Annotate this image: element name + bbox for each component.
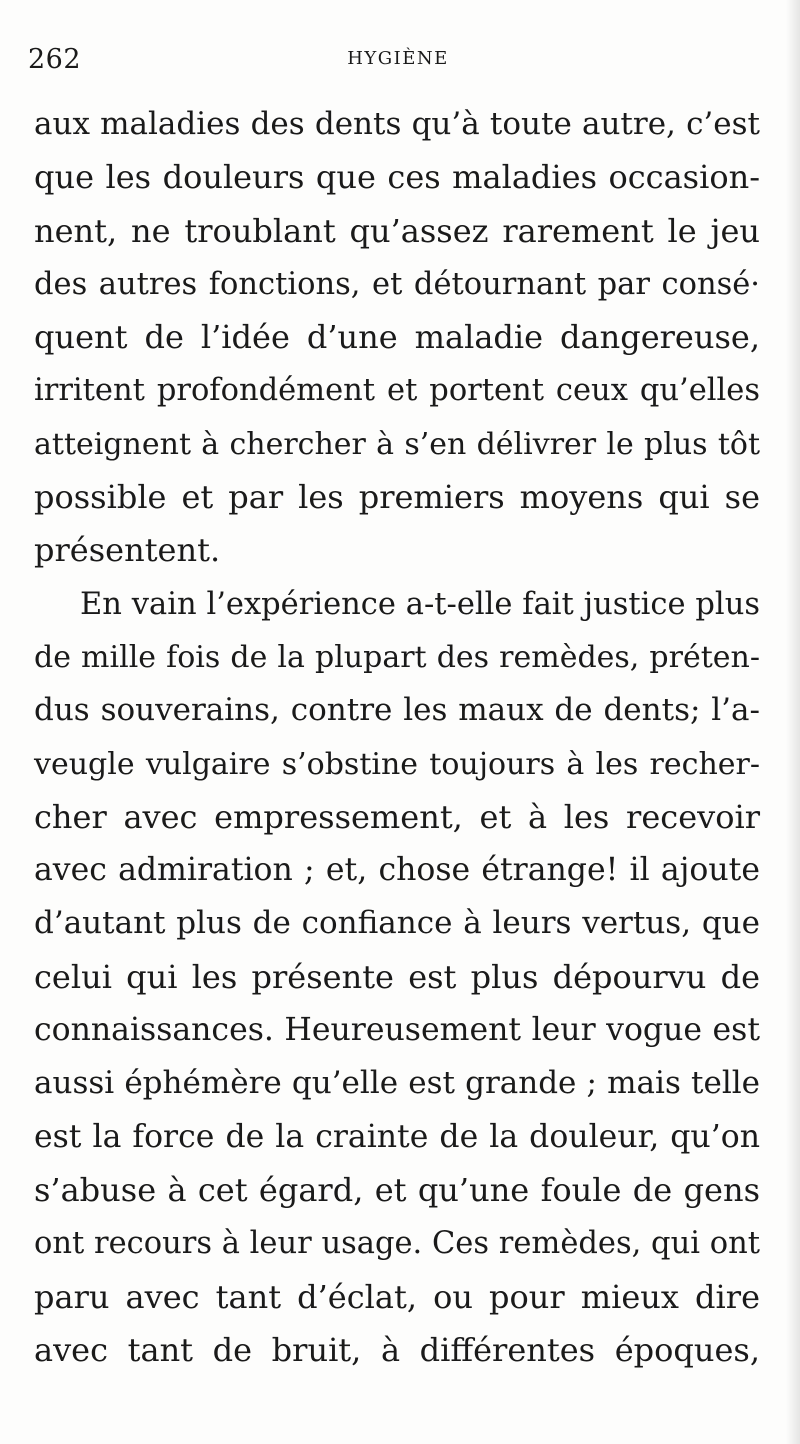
text-line: irritent profondément et portent ceux qu’elles [34, 373, 760, 409]
text-line: d’autant plus de confiance à leurs vertus, que [34, 905, 760, 942]
paragraph-end-line: présentent. [34, 531, 221, 570]
body-text [34, 98, 760, 1377]
text-line: aussi éphémère qu’elle est grande ; mais telle [34, 1065, 760, 1102]
page-edge-shadow [786, 0, 800, 1444]
text-line: ont recours à leur usage. Ces remèdes, qui ont [34, 1226, 760, 1262]
text-line: s’abuse à cet égard, et qu’une foule de gens [34, 1170, 760, 1209]
text-line: avec admiration ; et, chose étrange! il ajoute [34, 852, 760, 889]
page-number: 262 [28, 44, 82, 75]
paragraph-first-line: En vain l’expérience a-t-elle fait justice plus [80, 586, 760, 622]
text-line: est la force de la crainte de la douleur, qu’on [34, 1118, 760, 1155]
text-line: veugle vulgaire s’obstine toujours à les recher- [34, 746, 760, 782]
text-line: aux maladies des dents qu’à toute autre, c’est [34, 106, 760, 142]
text-line: celui qui les présente est plus dépourvu de [34, 957, 760, 996]
text-line: cher avec empressement, et à les recevoir [34, 797, 760, 836]
text-line: de mille fois de la plupart des remèdes, préten- [34, 639, 760, 675]
text-line: des autres fonctions, et détournant par consé· [34, 266, 760, 302]
text-line: quent de l’idée d’une maladie dangereuse, [34, 318, 760, 357]
text-line: avec tant de bruit, à différentes époques, [34, 1330, 760, 1369]
text-line: connaissances. Heureusement leur vogue est [34, 1012, 760, 1049]
text-line: atteignent à chercher à s’en délivrer le plus tôt [34, 426, 760, 462]
text-line: possible et par les premiers moyens qui se [34, 478, 760, 517]
text-line: paru avec tant d’éclat, ou pour mieux dire [34, 1277, 760, 1316]
running-head: HYGIÈNE [347, 48, 449, 69]
page-header [28, 44, 768, 80]
text-line: dus souverains, contre les maux de dents; l’a- [34, 692, 760, 729]
text-line: que les douleurs que ces maladies occasion- [34, 158, 760, 197]
text-line: nent, ne troublant qu’assez rarement le jeu [34, 211, 760, 250]
